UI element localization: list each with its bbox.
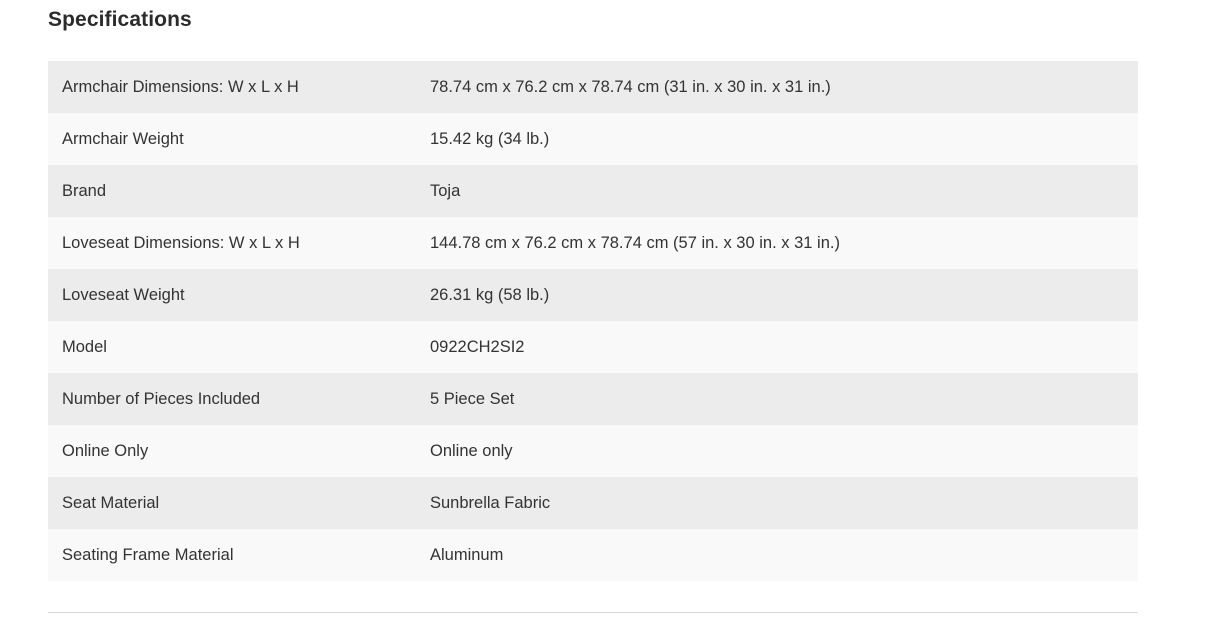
spec-label: Brand bbox=[62, 181, 107, 200]
spec-label: Online Only bbox=[62, 441, 149, 460]
spec-label: Loveseat Weight bbox=[62, 285, 185, 304]
spec-value: 15.42 kg (34 lb.) bbox=[430, 129, 550, 148]
table-row bbox=[48, 165, 1138, 217]
spec-value: 0922CH2SI2 bbox=[430, 337, 525, 356]
specifications-table-body bbox=[48, 61, 1138, 581]
spec-label: Number of Pieces Included bbox=[62, 389, 261, 408]
spec-value: 26.31 kg (58 lb.) bbox=[430, 285, 550, 304]
spec-label: Model bbox=[62, 337, 107, 356]
table-row bbox=[48, 373, 1138, 425]
table-row bbox=[48, 529, 1138, 581]
spec-label: Loveseat Dimensions: W x L x H bbox=[62, 233, 300, 252]
spec-label: Armchair Dimensions: W x L x H bbox=[62, 77, 299, 96]
table-row bbox=[48, 425, 1138, 477]
spec-value: Toja bbox=[430, 181, 461, 200]
table-row bbox=[48, 217, 1138, 269]
spec-value: Online only bbox=[430, 441, 513, 460]
spec-value: 144.78 cm x 76.2 cm x 78.74 cm (57 in. x 30 in. x 31 in.) bbox=[430, 233, 840, 252]
section-divider bbox=[48, 612, 1138, 613]
spec-value: Sunbrella Fabric bbox=[430, 493, 551, 512]
table-row bbox=[48, 113, 1138, 165]
table-row bbox=[48, 477, 1138, 529]
spec-label: Seating Frame Material bbox=[62, 545, 234, 564]
spec-label: Armchair Weight bbox=[62, 129, 184, 148]
spec-label: Seat Material bbox=[62, 493, 160, 512]
spec-value: 78.74 cm x 76.2 cm x 78.74 cm (31 in. x 30 in. x 31 in.) bbox=[430, 77, 831, 96]
specifications-table bbox=[48, 61, 1138, 581]
spec-value: Aluminum bbox=[430, 545, 504, 564]
table-row bbox=[48, 269, 1138, 321]
page-title: Specifications bbox=[48, 8, 192, 31]
table-row bbox=[48, 61, 1138, 113]
spec-value: 5 Piece Set bbox=[430, 389, 515, 408]
table-row bbox=[48, 321, 1138, 373]
